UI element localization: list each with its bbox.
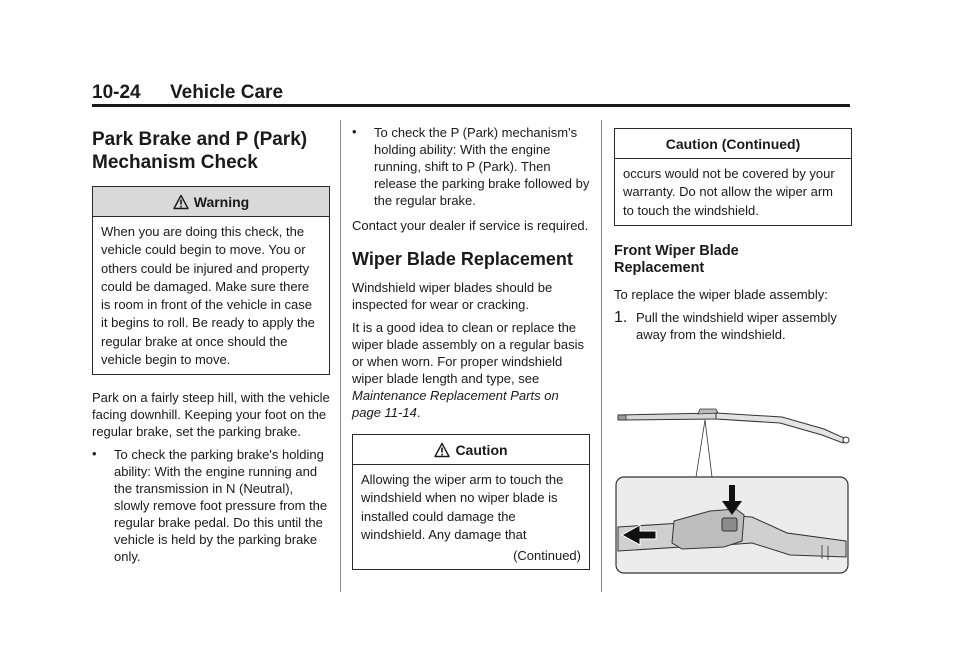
caution-body: Allowing the wiper arm to touch the windshield when no wiper blade is installed could damage the windshield. Any damage that (Continued): [361, 472, 581, 564]
header-rule: [92, 104, 850, 107]
park-brake-title: Park Brake and P (Park) Mechanism Check: [92, 129, 308, 173]
wiper-title: Wiper Blade Replacement: [352, 249, 573, 269]
maintenance-link[interactable]: Maintenance Replacement Parts on page 11-14: [352, 388, 559, 420]
column-1: [92, 128, 330, 565]
page-header: [92, 82, 283, 104]
front-wiper-title: Front Wiper Blade Replacement: [614, 242, 739, 276]
list-item: • To check the P (Park) mechanism's holding ability: With the engine running, shift to P (Park). Then release the parking brake followed by the regular brake.: [352, 124, 590, 208]
warning-title: Warning: [193, 194, 250, 210]
page-number: 10-24: [92, 82, 141, 103]
park-paragraph: Park on a fairly steep hill, with the vehicle facing downhill. Keeping your foot on the regular brake, set the parking brake.: [92, 390, 330, 440]
front-intro: To replace the wiper blade assembly:: [614, 286, 828, 302]
column-3: [614, 128, 852, 343]
release-tab: [722, 518, 737, 531]
column-divider-2: [601, 120, 602, 592]
bullet-dot: •: [92, 446, 97, 462]
contact-paragraph: Contact your dealer if service is required.: [352, 218, 589, 233]
bullet-dot: •: [352, 124, 357, 139]
step-number: 1.: [614, 308, 628, 326]
column-2: [352, 124, 590, 570]
warning-header: [93, 187, 329, 217]
caution-continued-box: [614, 128, 852, 226]
caution-continued-body: occurs would not be covered by your warranty. Do not allow the wiper arm to touch the windshield.: [623, 166, 835, 218]
continued-label: (Continued): [513, 548, 581, 564]
section-title: Vehicle Care: [170, 82, 284, 103]
warning-body: When you are doing this check, the vehicle could begin to move. You or others could be injured and property could be damaged. Make sure there is room in front of the vehicle in case it begins to roll. Be ready to apply the regular brake at once should the vehicle begin to move.: [101, 224, 315, 368]
warning-box: [92, 186, 330, 375]
list-item: 1. Pull the windshield wiper assembly away from the windshield.: [614, 308, 837, 342]
wiper-arm-overview: [618, 409, 849, 443]
caution-box: [352, 434, 590, 570]
callout-line: [705, 420, 712, 477]
warning-icon: [173, 194, 189, 210]
callout-line: [696, 420, 705, 477]
caution-title: Caution: [455, 442, 508, 458]
wiper-illustration: [612, 405, 852, 575]
wiper-paragraph-2: It is a good idea to clean or replace the wiper blade assembly on a regular basis or when worn. For proper windshield wiper blade length and type, see Maintenance Replacement Parts on page 11-14.: [352, 320, 584, 420]
caution-header: [353, 435, 589, 465]
list-item: • To check the parking brake's holding ability: With the engine running and the transmission in N (Neutral), slowly remove foot pressure from the regular brake pedal. Do this until the vehicle is held by the parking brake only.: [92, 446, 328, 565]
column-divider-1: [340, 120, 341, 592]
caution-continued-header: Caution (Continued): [615, 129, 851, 159]
wiper-paragraph-1: Windshield wiper blades should be inspected for wear or cracking.: [352, 280, 553, 312]
warning-icon: [434, 442, 450, 458]
